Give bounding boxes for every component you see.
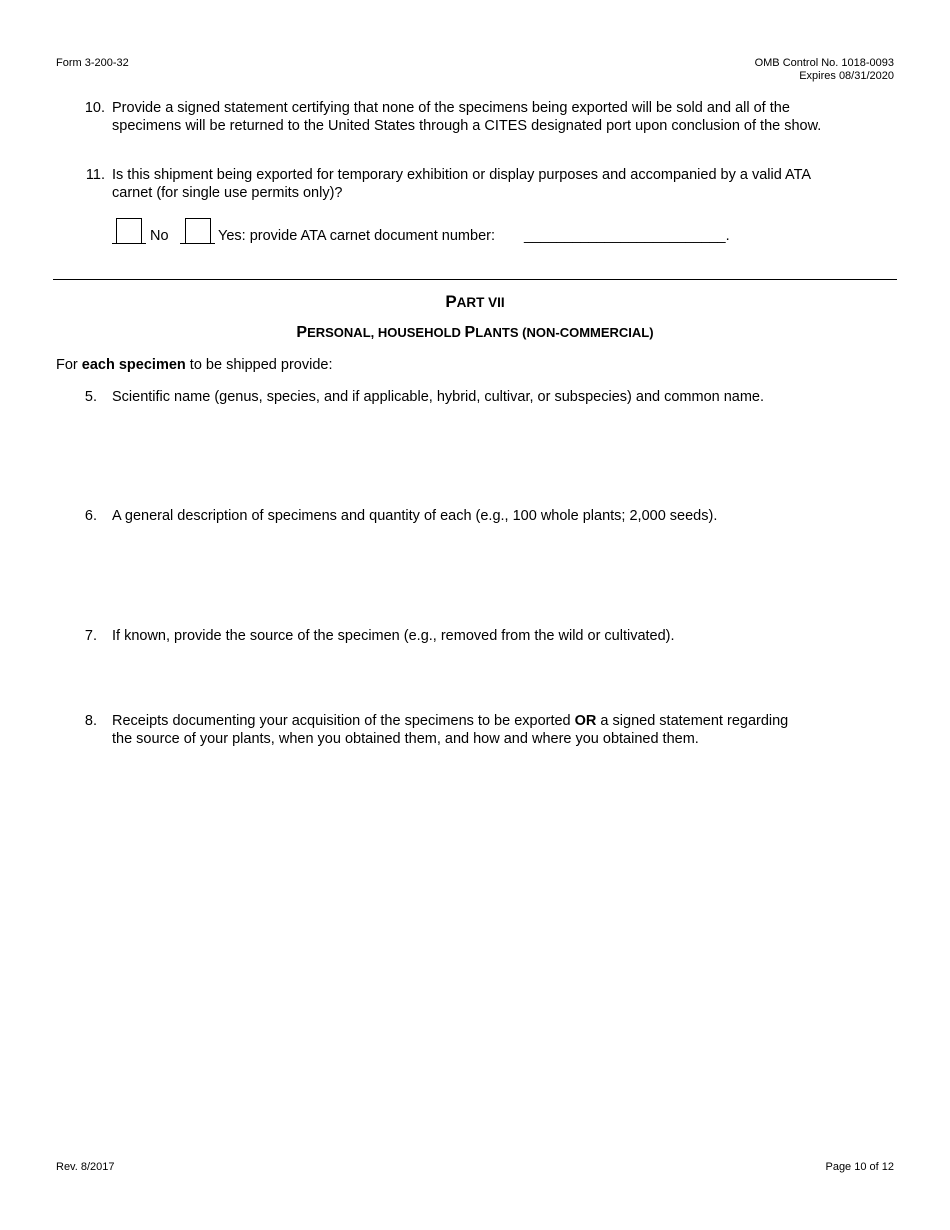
part-title-rest: ART VII — [456, 295, 505, 310]
item-7-text: If known, provide the source of the specimen (e.g., removed from the wild or cultivated). — [112, 628, 675, 644]
item-8-text — [112, 712, 788, 748]
no-checkbox-underline-right — [142, 243, 146, 244]
item-11-line-1: Is this shipment being exported for temporary exhibition or display purposes and accompanied by a valid ATA — [112, 167, 812, 183]
page-number: Page 10 of 12 — [825, 1161, 894, 1173]
ata-carnet-number-field[interactable]: _________________________. — [524, 228, 730, 244]
intro-text — [56, 356, 332, 374]
item-10-number: 10. — [84, 100, 105, 116]
item-8-line-2: the source of your plants, when you obtained them, and how and where you obtained them. — [112, 731, 699, 747]
part-title-initial: P — [445, 292, 457, 311]
yes-checkbox-underline-right — [211, 243, 215, 244]
omb-block — [755, 57, 894, 83]
intro-prefix: For — [56, 357, 82, 373]
subtitle-rest-1: ERSONAL, HOUSEHOLD — [307, 325, 465, 340]
subtitle-rest-2: LANTS (NON-COMMERCIAL) — [475, 325, 654, 340]
item-6-text: A general description of specimens and quantity of each (e.g., 100 whole plants; 2,000 seeds). — [112, 508, 718, 524]
item-11-number: 11. — [85, 167, 105, 183]
intro-bold: each specimen — [81, 357, 186, 373]
revision-date: Rev. 8/2017 — [56, 1161, 115, 1173]
item-7-number: 7. — [84, 628, 97, 644]
item-8-line-1-bold: OR — [574, 713, 597, 729]
omb-control-number: OMB Control No. 1018-0093 — [754, 57, 894, 69]
item-11-line-2: carnet (for single use permits only)? — [112, 185, 343, 201]
item-8-line-1 — [112, 712, 788, 730]
subtitle-initial-2: P — [464, 324, 476, 341]
intro-suffix: to be shipped provide: — [185, 357, 333, 373]
item-5-number: 5. — [84, 389, 97, 405]
yes-checkbox[interactable] — [185, 218, 211, 244]
yes-checkbox-label: Yes: provide ATA carnet document number: — [218, 228, 496, 244]
expiration-date: Expires 08/31/2020 — [799, 70, 894, 82]
no-checkbox-label: No — [150, 228, 169, 244]
item-10-text — [112, 99, 821, 135]
item-6-number: 6. — [84, 508, 97, 524]
item-8-line-1-suffix: a signed statement regarding — [596, 713, 789, 729]
part-subtitle — [0, 324, 950, 342]
item-10-line-1: Provide a signed statement certifying that none of the specimens being exported will be sold and all of the — [112, 100, 790, 116]
item-10-line-2: specimens will be returned to the United States through a CITES designated port upon conclusion of the show. — [112, 118, 822, 134]
item-5-text: Scientific name (genus, species, and if applicable, hybrid, cultivar, or subspecies) and common name. — [112, 389, 765, 405]
item-8-number: 8. — [84, 713, 97, 729]
item-8-line-1-prefix: Receipts documenting your acquisition of the specimens to be exported — [112, 713, 575, 729]
section-divider — [53, 279, 897, 280]
form-number: Form 3-200-32 — [56, 57, 129, 69]
subtitle-initial-1: P — [296, 324, 308, 341]
no-checkbox[interactable] — [116, 218, 142, 244]
part-title — [0, 292, 950, 312]
item-11-text — [112, 166, 811, 202]
